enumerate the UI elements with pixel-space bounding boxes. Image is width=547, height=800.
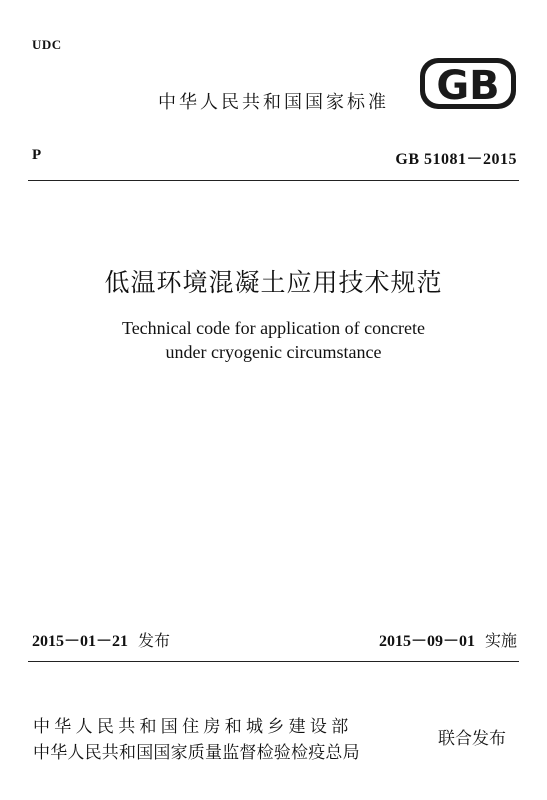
standard-number: GB 51081－2015 [395, 151, 517, 168]
issuer-ministry: 中华人民共和国住房和城乡建设部 [33, 717, 353, 737]
implement-date: 2015－09－01 [378, 633, 475, 650]
issue-date-block [32, 628, 170, 651]
issuer-aqsiq: 中华人民共和国国家质量监督检验检疫总局 [33, 743, 360, 763]
udc-label: UDC [32, 37, 62, 52]
chinese-title: 低温环境混凝土应用技术规范 [104, 268, 443, 297]
english-title [0, 316, 547, 364]
gb-logo [418, 56, 518, 111]
gb-logo-text: GB [436, 63, 500, 109]
implement-label: 实施 [484, 631, 517, 650]
issue-label: 发布 [138, 631, 171, 650]
english-title-line1: Technical code for application of concrete [121, 318, 426, 338]
issue-date: 2015－01－21 [32, 633, 129, 650]
implement-date-block [379, 628, 517, 651]
english-title-line2: under cryogenic circumstance [165, 342, 382, 362]
standard-type-title: 中华人民共和国国家标准 [158, 92, 389, 113]
category-letter: P [32, 147, 42, 163]
joint-release-label: 联合发布 [438, 729, 506, 749]
header-divider [28, 180, 519, 181]
footer-divider [28, 661, 519, 662]
